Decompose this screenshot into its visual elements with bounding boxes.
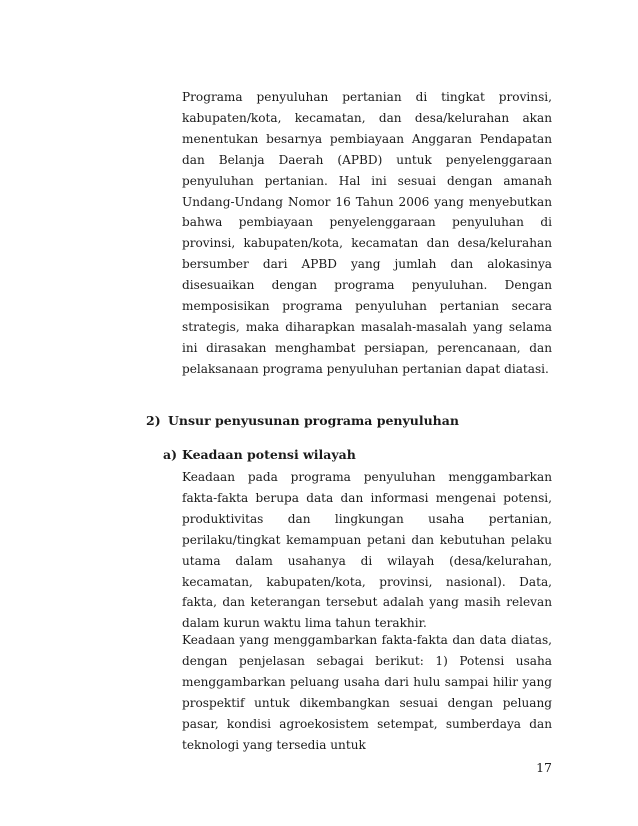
subsection-title: Keadaan potensi wilayah [182,447,356,462]
section-title: Unsur penyusunan programa penyuluhan [168,413,459,428]
section-heading-2 [146,413,459,428]
section-number: 2) [146,413,161,428]
paragraph-programa-pembiayaan: Programa penyuluhan pertanian di tingkat provinsi, kabupaten/kota, kecamatan, dan desa/kelurahan akan menentukan besarnya pembiayaan Anggaran Pendapatan dan Belanja Daerah (APBD) untuk penyelenggaraan penyuluhan pertanian. Hal ini sesuai dengan amanah Undang-Undang Nomor 16 Tahun 2006 yang menyebutkan bahwa pembiayaan penyelenggaraan penyuluhan di provinsi, kabupaten/kota, kecamatan dan desa/kelurahan bersumber dari APBD yang jumlah dan alokasinya disesuaikan dengan programa penyuluhan. Dengan memposisikan programa penyuluhan pertanian secara strategis, maka diharapkan masalah-masalah yang selama ini dirasakan menghambat persiapan, perencanaan, dan pelaksanaan programa penyuluhan pertanian dapat diatasi. [182,90,552,376]
subsection-heading-a [163,447,356,462]
paragraph-keadaan-fakta: Keadaan yang menggambarkan fakta-fakta dan data diatas, dengan penjelasan sebagai berikut: 1) Potensi usaha menggambarkan peluang usaha dari hulu sampai hilir yang prospektif untuk dikembangkan sesuai dengan peluang pasar, kondisi agroekosistem setempat, sumberdaya dan teknologi yang tersedia untuk [182,633,552,752]
page-number: 17 [536,760,552,775]
paragraph-keadaan-programa: Keadaan pada programa penyuluhan menggambarkan fakta-fakta berupa data dan informasi mengenai potensi, produktivitas dan lingkungan usaha pertanian, perilaku/tingkat kemampuan petani dan kebutuhan pelaku utama dalam usahanya di wilayah (desa/kelurahan, kecamatan, kabupaten/kota, provinsi, nasional). Data, fakta, dan keterangan tersebut adalah yang masih relevan dalam kurun waktu lima tahun terakhir. [182,470,552,631]
subsection-letter: a) [163,447,178,462]
